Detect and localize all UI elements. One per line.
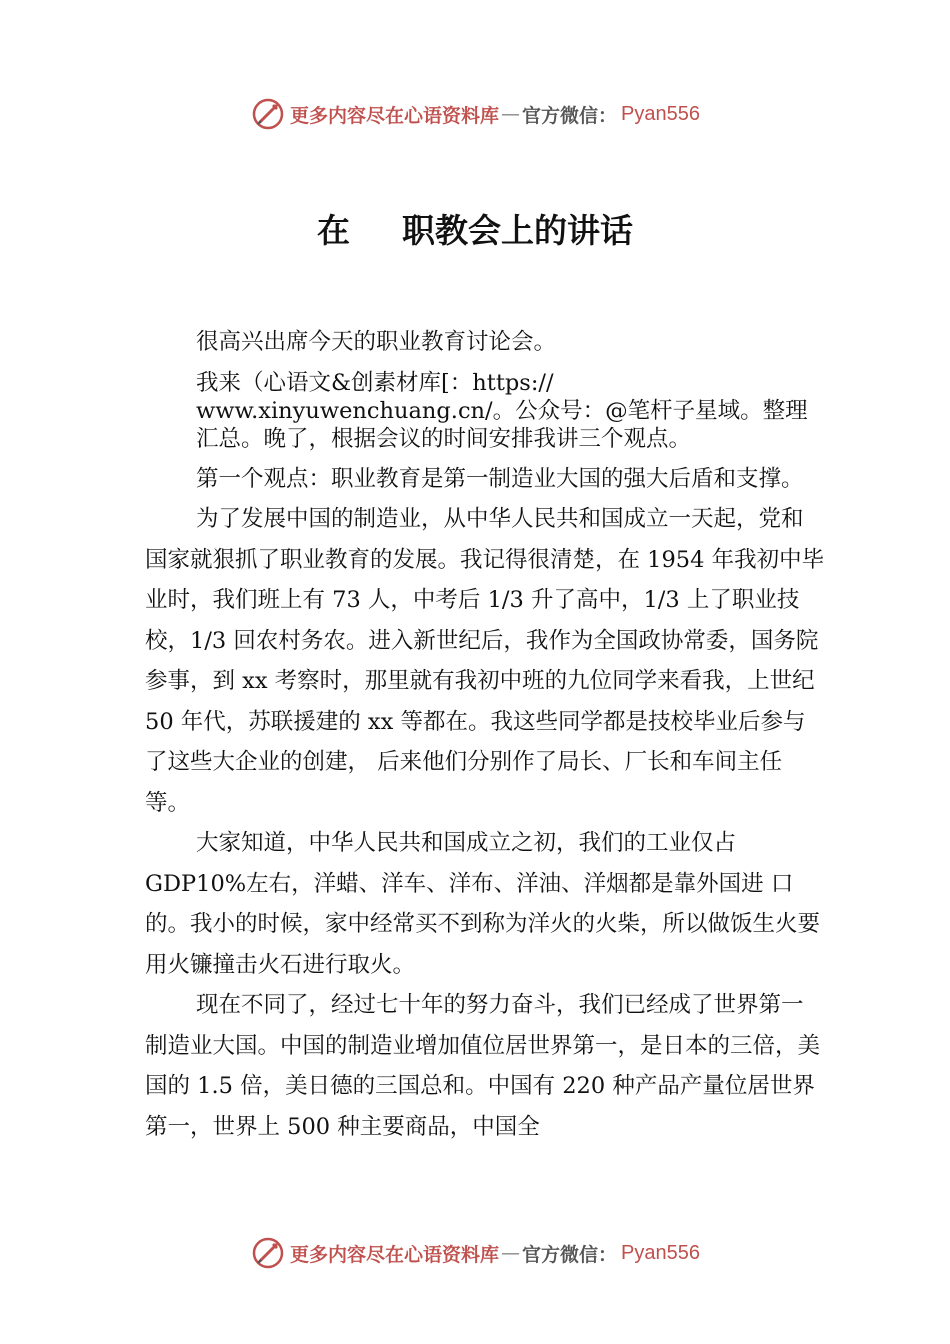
paragraph-6: 现在不同了，经过七十年的努力奋斗，我们已经成了世界第一制造业大国。中国的制造业增加值位居世界第一，是日本的三倍，美国的 1.5 倍，美日德的三国总和。中国有 220 种产品产量位居世界第一，世界上 500 种主要商品，中国全	[145, 992, 821, 1140]
paragraph-1: 很高兴出席今天的职业教育讨论会。	[196, 329, 557, 355]
banner-separator: —	[501, 103, 521, 125]
footer-banner	[0, 1233, 950, 1273]
pen-logo-icon	[250, 96, 286, 132]
banner-separator: —	[501, 1242, 521, 1264]
paragraph-2-line-3: 汇总。晚了，根据会议的时间安排我讲三个观点。	[196, 425, 692, 452]
wechat-label: 官方微信：	[522, 104, 618, 127]
header-banner	[0, 94, 950, 134]
banner-text: 更多内容尽在心语资料库	[290, 104, 500, 127]
wechat-label: 官方微信：	[522, 1243, 618, 1266]
paragraph-3: 第一个观点：职业教育是第一制造业大国的强大后盾和支撑。	[196, 465, 804, 492]
paragraph-2	[145, 369, 825, 453]
paragraph-4: 为了发展中国的制造业，从中华人民共和国成立一天起，党和国家就狠抓了职业教育的发展。我记得很清楚，在 1954 年我初中毕业时，我们班上有 73 人，中考后 1/3 升了高中，1/3 上了职业技校，1/3 回农村务农。进入新世纪后，我作为全国政协常委，国务院参事，到 xx 考察时，那里就有我初中班的九位同学来看我，上世纪 50 年代，苏联援建的 xx 等都在。我这些同学都是技校毕业后参与了这些大企业的创建， 后来他们分别作了局长、厂长和车间主任等。	[145, 506, 825, 816]
paragraph-2-line-2: www.xinyuwenchuang.cn/。公众号：@笔杆子星域。整理	[196, 397, 808, 424]
title-part2: 职教会上的讲话	[402, 211, 633, 250]
document-body	[145, 322, 825, 1147]
pen-logo-icon	[250, 1235, 286, 1271]
wechat-id: Pyan556	[621, 102, 700, 125]
title-part1: 在	[317, 211, 350, 250]
paragraph-2-line-1: 我来（心语文&创素材库[：https://	[196, 369, 554, 396]
document-title	[0, 205, 950, 252]
wechat-id: Pyan556	[621, 1241, 700, 1264]
paragraph-5: 大家知道，中华人民共和国成立之初，我们的工业仅占 GDP10%左右，洋蜡、洋车、洋布、洋油、洋烟都是靠外国进 口的。我小的时候，家中经常买不到称为洋火的火柴，所以做饭生火要用火镰撞击火石进行取火。	[145, 830, 821, 978]
banner-text: 更多内容尽在心语资料库	[290, 1243, 500, 1266]
